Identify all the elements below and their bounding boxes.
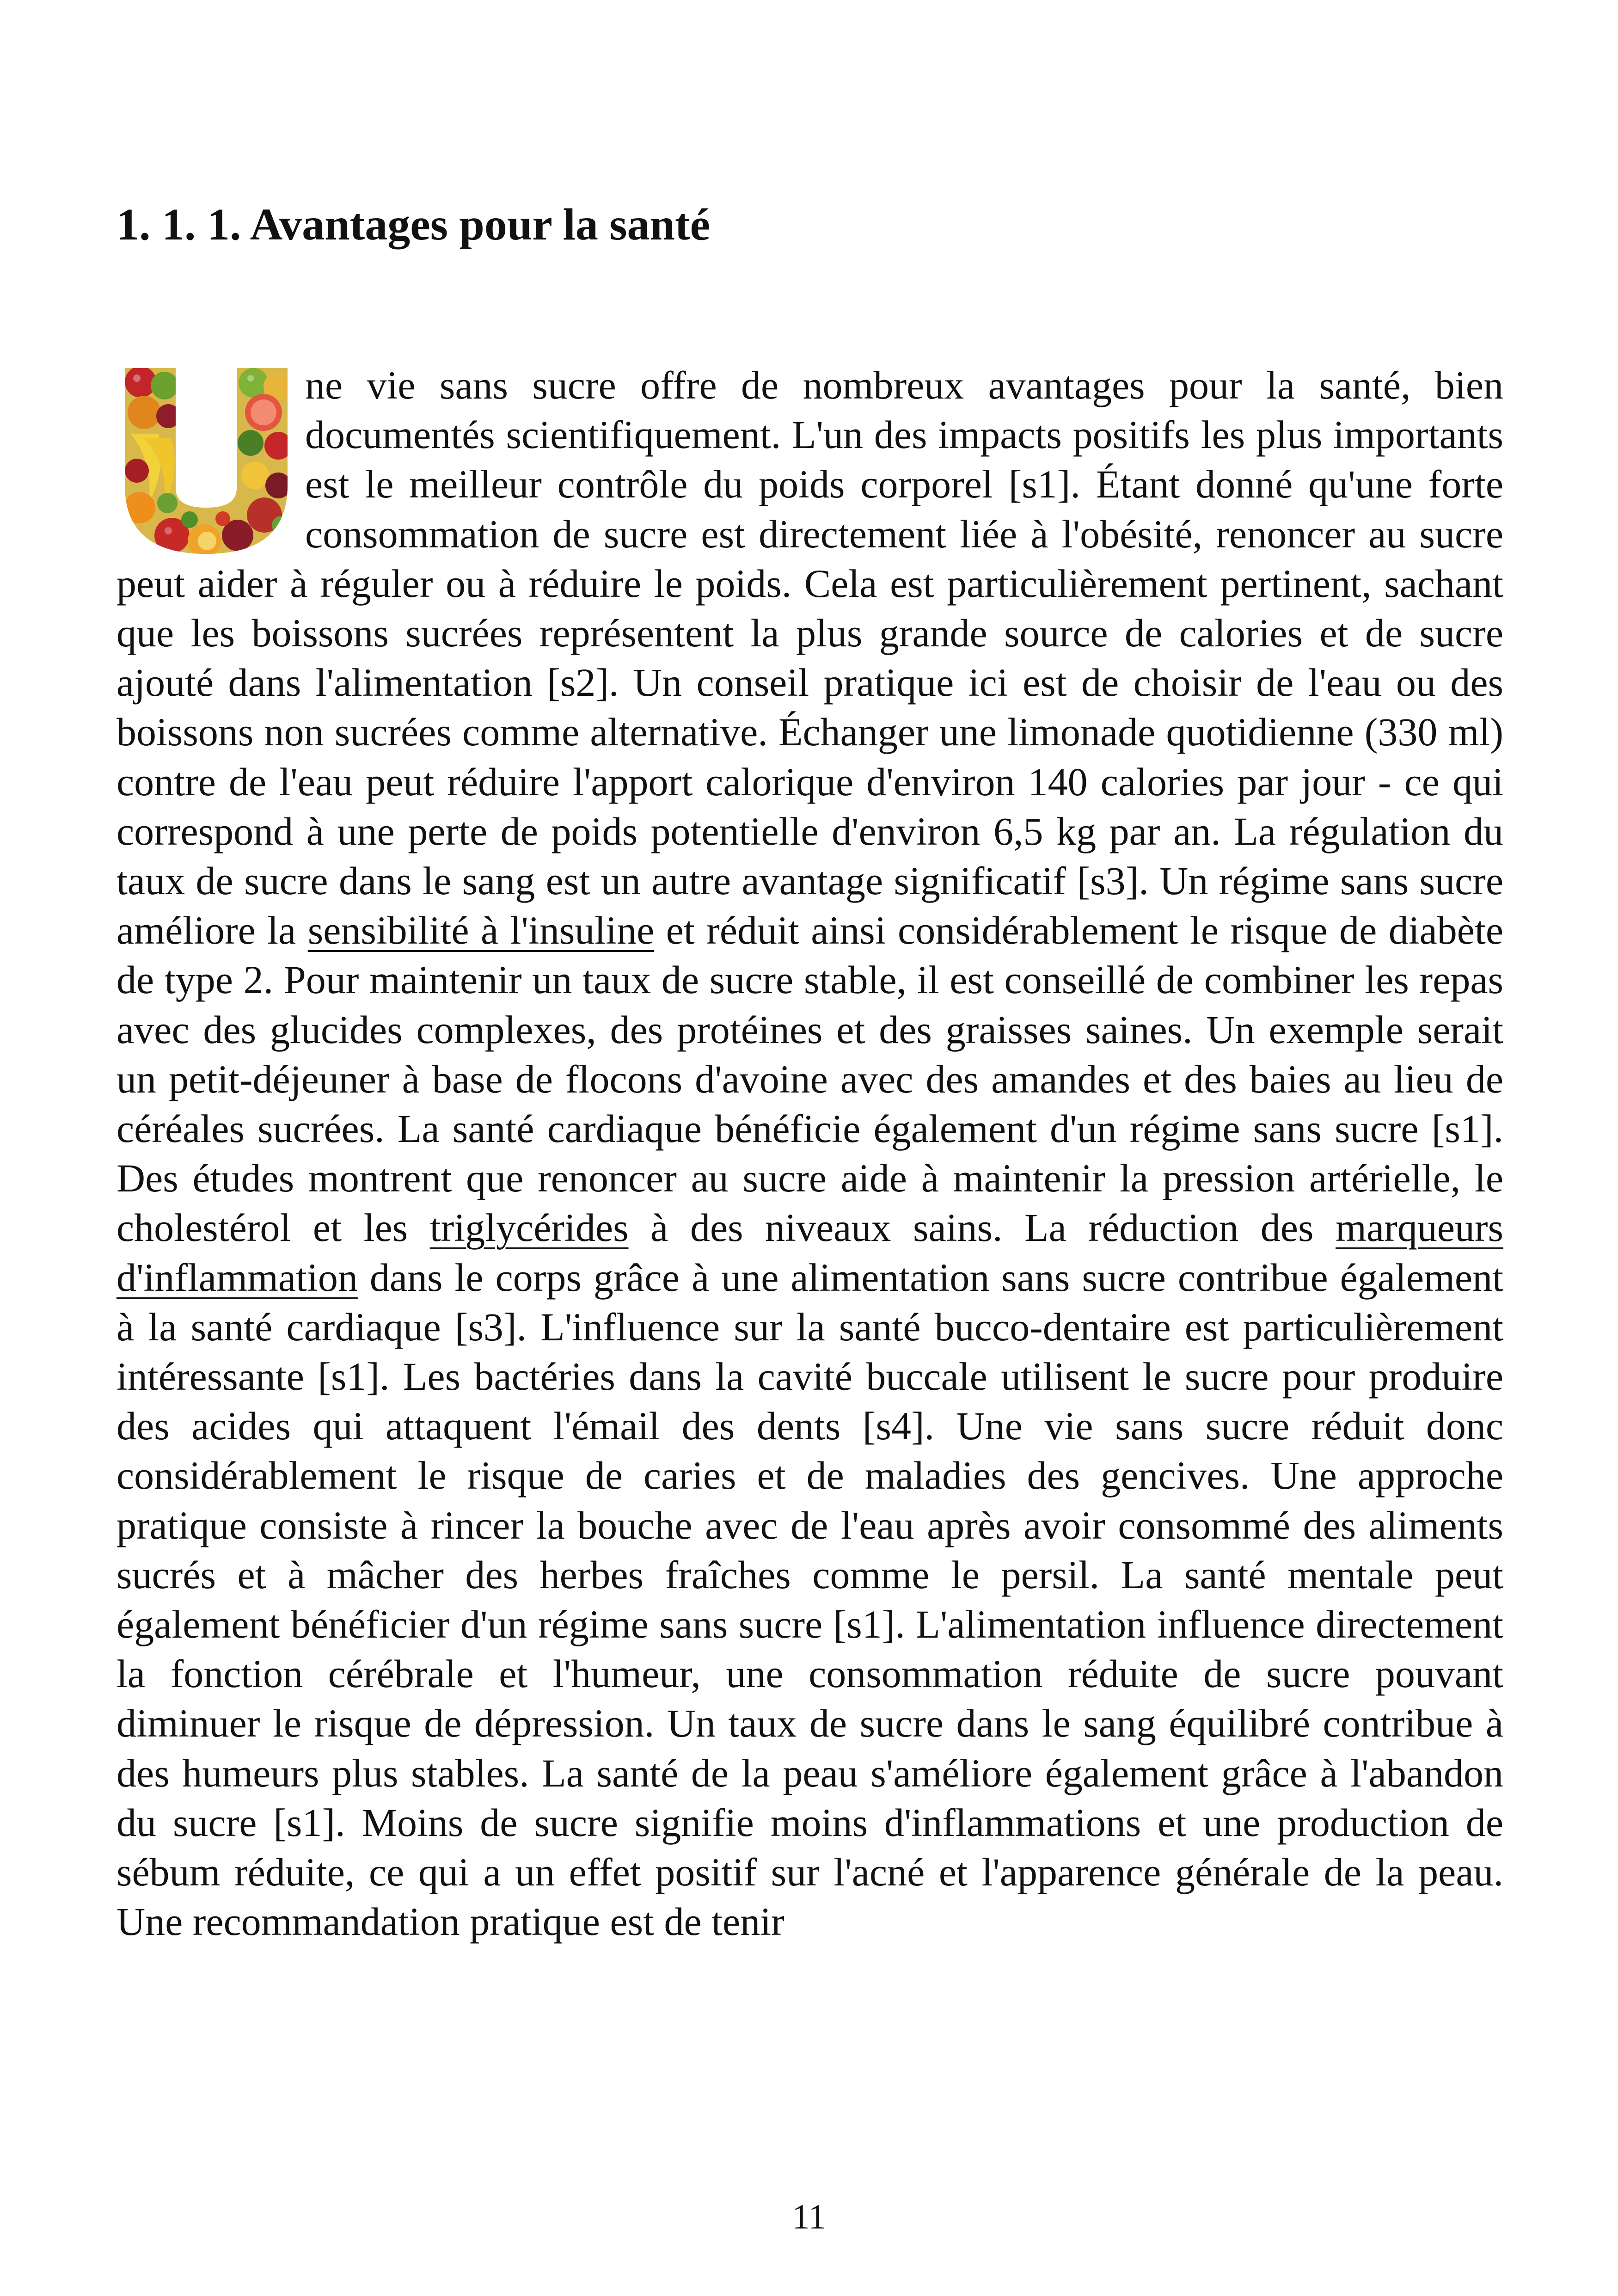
term-inflammation-markers[interactable]: marqueurs d'inflammation: [116, 1205, 1504, 1300]
body-paragraph: [116, 361, 1503, 1947]
fruit-letter-u-icon: [116, 364, 296, 559]
paragraph-text: et réduit ainsi considérablement le risque de diabète de type 2. Pour maintenir un taux de sucre stable, il est conseillé de combiner les repas avec des glucides complexes, des protéines et des graisses saines. Un exemple serait un petit-déjeuner à base de flocons d'avoine avec des amandes et des baies au lieu de céréales sucrées. La santé cardiaque bénéficie également d'un régime sans sucre [s1]. Des études montrent que renoncer au sucre aide à maintenir la pression artérielle, le cholestérol et les: [116, 908, 1504, 1250]
page-number: 11: [792, 2198, 826, 2236]
section-heading: 1. 1. 1. Avantages pour la santé: [116, 200, 711, 250]
term-insulin-sensitivity[interactable]: sensibilité à l'insuline: [307, 908, 655, 953]
paragraph-text: à des niveaux sains. La réduction des: [650, 1205, 1314, 1250]
paragraph-text: ne vie sans sucre offre de nombreux avantages pour la santé, bien documentés scientifiquement. L'un des impacts positifs les plus importants est le meilleur contrôle du poids corporel [s1]. Étant donné qu'une forte consommation de sucre est directement liée à l'obésité, renoncer au sucre peut aider à réguler ou à réduire le poids. Cela est particulièrement pertinent, sachant que les boissons sucrées représentent la plus grande source de calories et de sucre ajouté dans l'alimentation [s2]. Un conseil pratique ici est de choisir de l'eau ou des boissons non sucrées comme alternative. Échanger une limonade quotidienne (330 ml) contre de l'eau peut réduire l'apport calorique d'environ 140 calories par jour - ce qui correspond à une perte de poids potentielle d'environ 6,5 kg par an. La régulation du taux de sucre dans le sang est un autre avantage significatif [s3]. Un régime sans sucre améliore la: [116, 363, 1503, 953]
term-triglycerides[interactable]: triglycérides: [429, 1205, 629, 1250]
paragraph-text: dans le corps grâce à une alimentation sans sucre contribue également à la santé cardiaque [s3]. L'influence sur la santé bucco-dentaire est particulièrement intéressante [s1]. Les bactéries dans la cavité buccale utilisent le sucre pour produire des acides qui attaquent l'émail des dents [s4]. Une vie sans sucre réduit donc considérablement le risque de caries et de maladies des gencives. Une approche pratique consiste à rincer la bouche avec de l'eau après avoir consommé des aliments sucrés et à mâcher des herbes fraîches comme le persil. La santé mentale peut également bénéficier d'un régime sans sucre [s1]. L'alimentation influence directement la fonction cérébrale et l'humeur, une consommation réduite de sucre pouvant diminuer le risque de dépression. Un taux de sucre dans le sang équilibré contribue à des humeurs plus stables. La santé de la peau s'améliore également grâce à l'abandon du sucre [s1]. Moins de sucre signifie moins d'inflammations et une production de sébum réduite, ce qui a un effet positif sur l'acné et l'apparence générale de la peau. Une recommandation pratique est de tenir: [116, 1255, 1503, 1944]
